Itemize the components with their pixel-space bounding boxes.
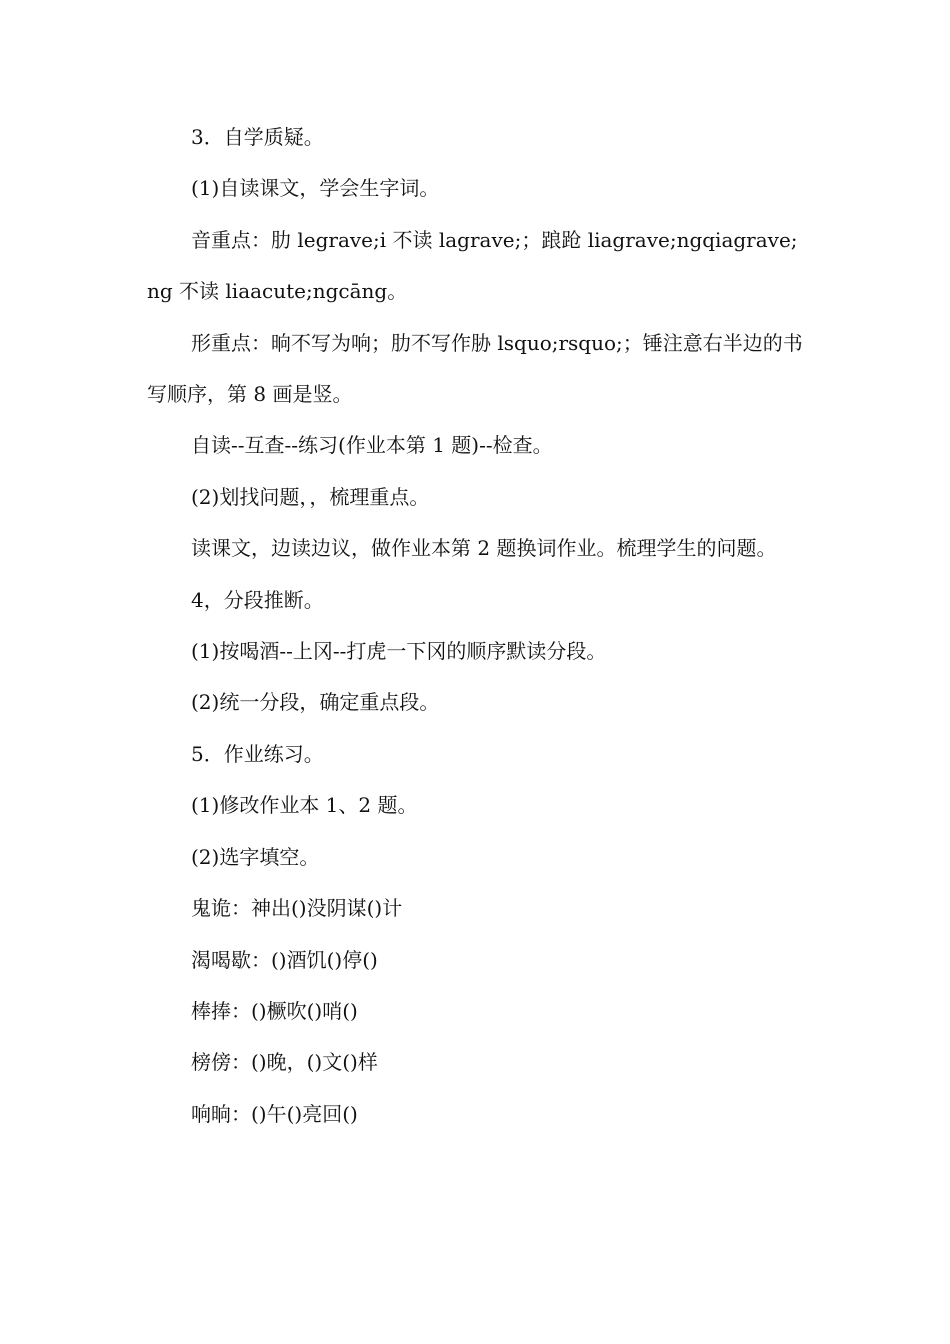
paragraph-exercise-bang2: 榜傍：()晚，()文()样: [191, 1050, 378, 1075]
paragraph-self-check: 自读--互查--练习(作业本第 1 题)--检查。: [191, 433, 553, 458]
paragraph-exercise-gui: 鬼诡：神出()没阴谋()计: [191, 896, 403, 921]
paragraph-read-text: (1)自读课文，学会生字词。: [191, 176, 440, 201]
paragraph-unify-segments: (2)统一分段，确定重点段。: [191, 690, 440, 715]
paragraph-exercise-heading: 5．作业练习。: [191, 741, 324, 766]
paragraph-segment-order: (1)按喝酒--上冈--打虎一下冈的顺序默读分段。: [191, 639, 607, 664]
paragraph-fill-blanks: (2)选字填空。: [191, 844, 320, 869]
paragraph-pronunciation-focus: 音重点：肋 legrave;i 不读 lagrave;；踉跄 liagrave;ngqiagrave;ng 不读 liaacute;ngcāng。: [147, 227, 798, 304]
document-body: [147, 112, 807, 1140]
paragraph-shape-focus: 形重点：晌不写为响；肋不写作胁 lsquo;rsquo;；锤注意右半边的书写顺序，第 8 画是竖。: [147, 330, 803, 407]
paragraph-self-study-heading: 3．自学质疑。: [191, 125, 324, 149]
paragraph-exercise-bang: 棒捧：()橛吹()哨(): [191, 998, 358, 1023]
paragraph-segment-heading: 4，分段推断。: [191, 587, 324, 612]
paragraph-exercise-xiang: 响晌：()午()亮回(): [191, 1101, 358, 1126]
paragraph-find-questions: (2)划找问题，，梳理重点。: [191, 484, 430, 509]
paragraph-read-and-discuss: 读课文，边读边议，做作业本第 2 题换词作业。梳理学生的问题。: [191, 536, 777, 561]
paragraph-revise-homework: (1)修改作业本 1、2 题。: [191, 793, 418, 818]
paragraph-exercise-he: 渴喝歇：()酒饥()停(): [191, 947, 378, 972]
